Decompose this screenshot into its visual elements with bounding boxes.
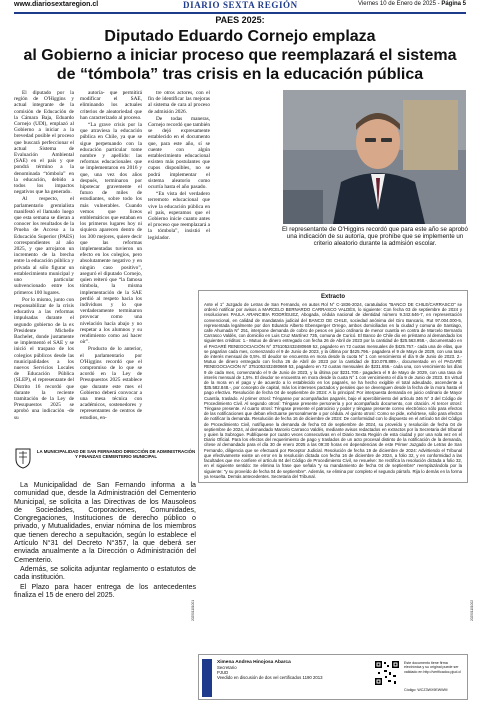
paragraph: autoría- que permitirá modificar el SAE, eliminando los actuales criterios de aleatoriedad que han caracterizado al proceso.: [80, 90, 142, 121]
masthead-rule: [14, 12, 466, 14]
article-photo: [283, 90, 466, 224]
paragraph: tre otros actores, con el fin de identificar las mejoras al sistema de cara al proceso de admisión 2026.: [148, 90, 210, 115]
notice-organization: LA MUNICIPALIDAD DE SAN FERNANDO DIRECCIÓN DE ADMINISTRACIÓN Y FINANZAS CEMENTERIO MUNICIPAL: [36, 449, 196, 460]
notice-paragraph: Además, se solicita adjuntar reglamento o estatutos de cada institución.: [14, 564, 196, 582]
municipal-notice: [14, 447, 196, 677]
photo-caption: El representante de O'Higgins recordó que para este año se aprobó una indicación de su autoría, que prohíbe que se implemente un criterio aleatorio durante la admisión escolar.: [282, 226, 468, 247]
paragraph: Producto de lo anterior, el parlamentario por O'Higgins recordó que el compromiso de lo que se acordó en la Ley de Presupuestos 2025 establece que durante este mes el Gobierno deberá convocar a una mesa técnica con académicos, sostenedores y representantes de centros de estudios, en-: [80, 346, 142, 421]
headline-line-2: al Gobierno a iniciar proceso que reemplazará el sistema: [23, 47, 457, 64]
notice-paragraph: El Plazo para hacer entrega de los antecedentes finaliza el 15 de enero del 2025.: [14, 582, 196, 599]
signer-detail: Veedido en discusión de dos vel certificados 1190 2013: [217, 675, 323, 681]
signer-court: PJUD: [217, 670, 229, 676]
side-code-right: 202501101002: [470, 600, 474, 622]
article-column-3: [148, 90, 210, 242]
verification-text: Este documento tiene firma electrónica y su original puede ser validado en http://verificadoc.pjud.cl: [404, 661, 461, 674]
extract-text: Ante el 1° Juzgado de Letras de San Fernando, en autos Rol N° C-1836-2024, caratulados "BANCO DE CHILE/CARRASCO" se ordenó notificar por avisos a MARCELO BERNARDO CARRASCO VALDÉS, lo siguiente: Con fecha 03 de septiembre de 2024 y resoluciones PAULA ARANCIBIA RODRÍGUEZ, Abogada, cédula nacional de identidad número 9.342.646-7, en representación convencional, en calidad de mandataria judicial del BANCO DE CHILE, sociedad anónima del Giro Bancario, Rut 97.004.000-5, representada legalmente por don Eduardo Alberto Ebensperger Orrego, ambos domiciliados en la ciudad y comuna de Santiago, calle Ahumada N° 251, interpone demanda de cobro de pesos en juicio ordinario de menor cuantía en contra de Marcelo Bernardo Carrasco Valdés, con domicilio en Luis Cruz Martínez 735, comuna de Curicó. El Banco de Chile dio en préstamo al demandado los siguientes créditos: 1.- Mutuo de dinero entregado con fecha 26 de Abril de 2023 por la cantidad de $25.563.958.-, documentado en el PAGARÉ RENEGOCIACIÓN N° 3751052432480669 52, pagadero en 72 cuotas mensuales de $425.757.- cada una de ellas, que se pagarían cada mes, comenzando el 9 de Junio de 2023, y la última por $425.796.- pagadera el 9 de Mayo de 2029, con una tasa de interés mensual de 0,5%. El deudor se encuentra en mora desde la cuota N° 1 con vencimiento el día 9 de Junio de 2023. 2.- Mutuo de dinero entregado con fecha 26 de Abril de 2023 por la cantidad de $10.078.889.-, documentado en el PAGARÉ RENEGOCIACIÓN N° 3751052432480669 53, pagadero en 72 cuotas mensuales de $231.656.- cada una, con vencimiento los días 9 de cada mes, comenzando el 9 de Junio de 2023, y la última por $231.700.- pagadera el 9 de Mayo de 2029, con una tasa de interés mensual de 1,5%. El deudor se encuentra en mora desde la cuota N° 1 con vencimiento el día 9 de Junio de 2023. En virtud de la mora en el pago y de acuerdo a lo establecido en los pagarés, se ha hecho exigible el total adeudado, ascendente a $35.582.848.-, por concepto de capital, más los intereses pactados y penales que se devenguen desde la fecha de la mora hasta el pago efectivo. Resolución de fecha 04 de septiembre de 2024: A lo principal: Por interpuesta demanda en juicio ordinario de Mayor Cuantía, traslado. Al primer otrosí: Ténganse por acompañados pagarés, bajo el apercibimiento del artículo 346 N° 3 del Código de Procedimiento Civil. Al segundo otrosí: Téngase presente personería y por acompañado documento, con citación. Al tercer otrosí: Téngase presente. Al cuarto otrosí: Téngase presente el patrocinio y poder y téngase presente correo electrónico sólo para efectos de las notificaciones que deban efectuarse personalmente o por cédula. Al quinto otrosí: Como se pide, exhórtese, sólo para efectos de notificar la demanda. Resolución de fecha 16 de diciembre de 2024: De conformidad con lo dispuesto en el artículo 54 del Código de Procedimiento Civil, notifíquese la demanda de fecha 03 de septiembre de 2024, su proveído y resolución de fecha 04 de septiembre de 2024, al demandado Marcelo Carrasco Valdés, mediante avisos redactados en extractos por la Secretaria del tribunal y quien la Subrogue. Publíquese por cuatro veces consecutivas en el Diario Sexta Región de esta ciudad y por una sola vez en el Diario Oficial. Para los efectos del requerimiento de pago y traslados de un acto procesal distinto de la notificación de la demanda, cítese al demandado para el día 30 de enero 2025 a las 09:30 horas en dependencias de este Primer Juzgado de Letras de San Fernando, diligencia que se efectuará por Receptor Judicial. Resolución de fecha 19 de diciembre de 2024: Advirtiendo el Tribunal que efectivamente existe un error en la resolución dictada con fecha 16 de diciembre de 2024, a folio 32, y en conformidad a las facultades que me confiere el artículo 84 del Código de Procedimiento Civil, se resuelve: Se rectifica la resolución dictada a folio 32, en el siguiente sentido: Se elimina la frase que señala "y su mandamiento de fecha 04 de septiembre" reemplazándola por la siguiente: "y su proveído de fecha 04 de septiembre". Además, se elimina por completo el segundo párrafo. Rija lo demás en la forma ya resuelta. Demás antecedentes. Secretaria del Tribunal.: [204, 302, 462, 479]
municipal-crest-icon: [14, 447, 32, 469]
electronic-signature: [198, 654, 468, 700]
signer-role: Secretario: [217, 665, 237, 671]
newspaper-brand: DIARIO SEXTA REGIÓN: [183, 0, 298, 10]
signature-stamp-icon: [202, 659, 212, 697]
article-column-2: [80, 90, 142, 422]
headline-line-1: Diputado Eduardo Cornejo emplaza: [104, 28, 376, 45]
legal-extract: [198, 290, 468, 483]
headline-line-3: de “tómbola” tras crisis en la educación pública: [56, 66, 424, 83]
notice-paragraph: La Municipalidad de San Fernando informa a la comunidad que, desde la Administración del Cementerio Municipal, se solicita a las Directivas de los Mausoleos de Sociedades, Corporaciones, Comunidades, Congregaciones, Instituciones de derecho público o privado, y Mutualidades, enviar nómina de los miembros que tienen derecho a sepultación, según lo establece el Artículo N°31 del Decreto N°357, la que deberá ser enviada anualmente a la Dirección o Administración del Cementerio.: [14, 481, 196, 564]
masthead: [0, 0, 480, 12]
paragraph: Al respecto, el parlamentario gremialista manifestó el llamado luego que esta semana se dieran a conocer los resultados de la Prueba de Acceso a la Educación Superior (PAES) correspondientes al año 2025, y que arrojaron un incremento de la brecha entre la educación pública y privada al sólo figurar un establecimiento municipal y uno particular subvencionado entre los primeros 100 lugares.: [14, 196, 74, 296]
signer-info: [217, 659, 323, 680]
article-kicker: PAES 2025:: [215, 15, 265, 25]
extract-title: Extracto: [320, 294, 345, 300]
notice-body: [14, 481, 196, 599]
paragraph: “En vista del verdadero terremoto educacional que vive la educación pública en el país, esperamos que el Gobierno inicie cuanto antes el proceso que reemplazará a la tómbola”, insistió el legislador.: [148, 191, 210, 241]
article-headline: [10, 27, 470, 84]
signer-name: Ximena Andrea Hinojosa Abarca: [217, 660, 291, 665]
deputy-photo-illustration: [283, 90, 466, 224]
paragraph: “La grave crisis por la que atraviesa la educación pública en Chile, ya que se sigue perpetuando con la educación particular tome nombre y apellido: las reformas educacionales que se implementaron en 2016 y que, una vez dos años después, terminaron por hipotecar gravemente el futuro de miles de estudiantes, sobre todo los más vulnerables. Cuando vemos que liceos emblemáticos que estaban en los primeros lugares hoy ni siquiera aparecen dentro de los 300 mejores, quiere decir que las reformas implementadas tuvieron un efecto en los colegios, pero absolutamente negativo y en ningún caso positivo”, aseguró el diputado Cornejo, quien reiteró que “la famosa tómbola, la misma implementación de la SAE perdió al respeto hacia los individuos y lo que verdaderamente terminaron provocar como una nivelación hacia abajo y no respetar a los alumnos y su rendimiento como así hacer oír”.: [80, 122, 142, 346]
date-text: Viernes 10 de Enero de 2025 -: [358, 1, 442, 7]
verification-code: Código: WCZ3WX9EWWM: [404, 688, 448, 692]
edition-date: [358, 1, 466, 7]
side-code-left: 202501101001: [191, 600, 195, 622]
notice-header: [14, 447, 196, 475]
paragraph: Por lo mismo, junto con responsabilizar de la crisis educativa a las reformas impulsadas durante el segundo gobierno de la ex Presidente Michelle Bachelet, donde justamente se implementó el SAE y se inició el traspaso de los colegios públicos desde las municipalidades a los nuevos Servicios Locales de Educación Pública (SLEP), el representante del Distrito 16 recordó que durante la reciente tramitación de la Ley de Presupuestos 2025 se aprobó una indicación -de su: [14, 296, 74, 421]
site-url[interactable]: www.diariosextaregion.cl: [14, 1, 99, 8]
paragraph: El diputado por la región de O'Higgins y actual integrante de la comisión de Educación de la Cámara Baja, Eduardo Cornejo (UDI), emplazó al Gobierno a iniciar a la brevedad posible el proceso que buscará perfeccionar el actual Sistema de Evaluación Ambiental (SAE) en el país y que pondrá término a la denominada “tómbola” en la educación, debido a todos los impactos negativos que ha generado.: [14, 90, 74, 196]
qr-code-icon[interactable]: [374, 660, 400, 686]
paragraph: De todas maneras, Cornejo recordó que también se dejó expresamente establecido en el documento que, para este año, sí se cuente con algún establecimiento educacional existen más postulantes que cupos disponibles, no se podrá implementar el sistema aleatorio como ocurría hasta el año pasado.: [148, 115, 210, 191]
article-column-1: [14, 90, 74, 422]
page-number: Página 5: [441, 1, 466, 7]
